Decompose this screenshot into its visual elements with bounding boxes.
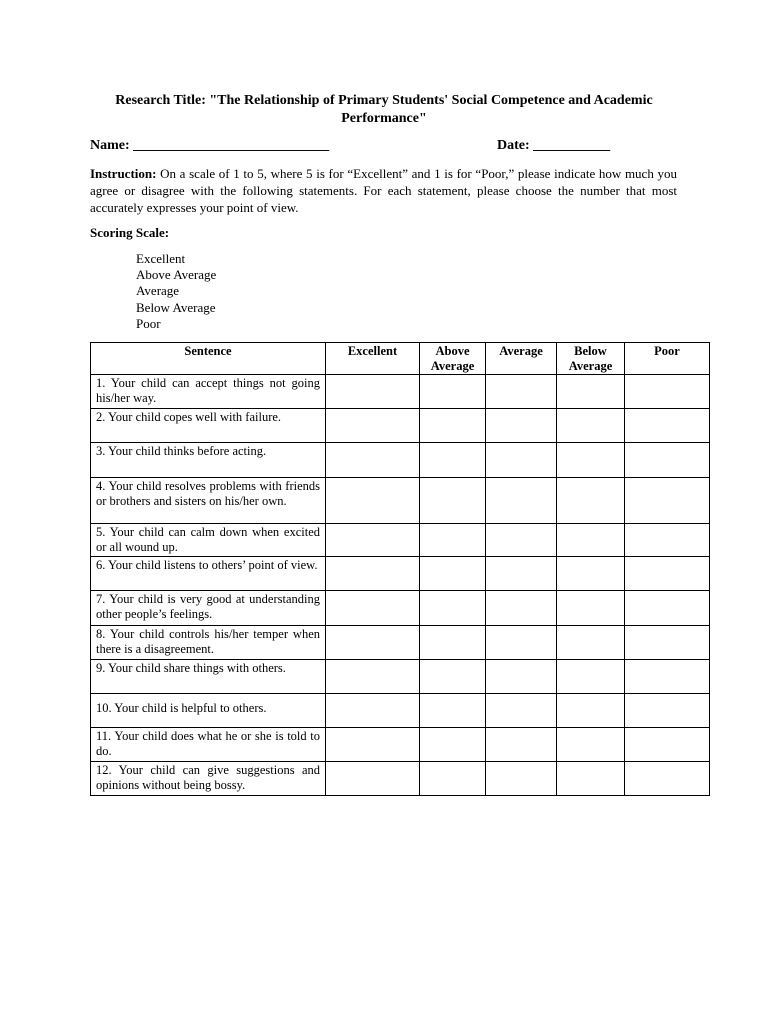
rating-cell-poor[interactable]	[625, 375, 710, 409]
rating-cell-below-average[interactable]	[557, 557, 625, 591]
rating-cell-average[interactable]	[486, 409, 557, 443]
instruction-paragraph	[90, 165, 677, 216]
name-label: Name:	[90, 138, 130, 153]
rating-cell-excellent[interactable]	[326, 762, 420, 796]
table-row	[91, 443, 710, 478]
rating-cell-average[interactable]	[486, 591, 557, 626]
rating-cell-above-average[interactable]	[420, 660, 486, 694]
rating-cell-excellent[interactable]	[326, 409, 420, 443]
rating-cell-poor[interactable]	[625, 557, 710, 591]
table-row	[91, 762, 710, 796]
rating-cell-below-average[interactable]	[557, 375, 625, 409]
rating-cell-above-average[interactable]	[420, 478, 486, 524]
table-row	[91, 478, 710, 524]
table-header-row	[91, 343, 710, 375]
rating-cell-above-average[interactable]	[420, 557, 486, 591]
rating-cell-poor[interactable]	[625, 524, 710, 557]
header-above-average: Above Average	[420, 343, 486, 375]
statement-cell: 1. Your child can accept things not going his/her way.	[91, 375, 326, 409]
rating-table	[90, 342, 710, 796]
rating-cell-average[interactable]	[486, 660, 557, 694]
rating-cell-average[interactable]	[486, 626, 557, 660]
rating-cell-average[interactable]	[486, 557, 557, 591]
rating-cell-below-average[interactable]	[557, 728, 625, 762]
scoring-scale-heading: Scoring Scale:	[90, 225, 170, 240]
table-row	[91, 557, 710, 591]
rating-cell-above-average[interactable]	[420, 626, 486, 660]
scale-item-below-average: Below Average	[136, 299, 216, 315]
rating-cell-poor[interactable]	[625, 591, 710, 626]
rating-cell-average[interactable]	[486, 443, 557, 478]
statement-cell: 11. Your child does what he or she is told to do.	[91, 728, 326, 762]
rating-cell-average[interactable]	[486, 478, 557, 524]
rating-cell-poor[interactable]	[625, 694, 710, 728]
rating-cell-excellent[interactable]	[326, 375, 420, 409]
rating-cell-average[interactable]	[486, 375, 557, 409]
statement-cell: 2. Your child copes well with failure.	[91, 409, 326, 443]
rating-cell-excellent[interactable]	[326, 694, 420, 728]
rating-cell-excellent[interactable]	[326, 626, 420, 660]
rating-cell-excellent[interactable]	[326, 557, 420, 591]
header-excellent: Excellent	[326, 343, 420, 375]
rating-cell-below-average[interactable]	[557, 478, 625, 524]
scoring-scale-list	[136, 251, 216, 332]
instruction-label: Instruction:	[90, 166, 157, 181]
table-row	[91, 409, 710, 443]
scale-item-average: Average	[136, 283, 180, 299]
header-poor: Poor	[625, 343, 710, 375]
rating-cell-average[interactable]	[486, 524, 557, 557]
rating-cell-below-average[interactable]	[557, 660, 625, 694]
rating-cell-above-average[interactable]	[420, 728, 486, 762]
rating-cell-poor[interactable]	[625, 660, 710, 694]
rating-cell-poor[interactable]	[625, 443, 710, 478]
rating-cell-poor[interactable]	[625, 409, 710, 443]
rating-cell-below-average[interactable]	[557, 443, 625, 478]
header-sentence: Sentence	[91, 343, 326, 375]
rating-cell-excellent[interactable]	[326, 660, 420, 694]
statement-cell: 3. Your child thinks before acting.	[91, 443, 326, 478]
rating-cell-average[interactable]	[486, 694, 557, 728]
table-row	[91, 591, 710, 626]
date-label: Date:	[497, 138, 530, 153]
rating-cell-average[interactable]	[486, 728, 557, 762]
scale-item-excellent: Excellent	[136, 251, 186, 266]
instruction-text: On a scale of 1 to 5, where 5 is for “Excellent” and 1 is for “Poor,” please indicate how much you agree or disagree with the following statements. For each statement, please choose the number that most accurately expresses your point of view.	[90, 166, 677, 215]
rating-cell-poor[interactable]	[625, 478, 710, 524]
name-blank: ____________________________	[133, 138, 330, 153]
name-field[interactable]	[90, 138, 329, 154]
rating-cell-below-average[interactable]	[557, 694, 625, 728]
statement-cell: 5. Your child can calm down when excited or all wound up.	[91, 524, 326, 557]
statement-cell: 8. Your child controls his/her temper when there is a disagreement.	[91, 626, 326, 660]
scale-item-poor: Poor	[136, 315, 161, 331]
table-row	[91, 375, 710, 409]
header-average: Average	[486, 343, 557, 375]
rating-cell-below-average[interactable]	[557, 409, 625, 443]
rating-cell-below-average[interactable]	[557, 626, 625, 660]
statement-cell: 9. Your child share things with others.	[91, 660, 326, 694]
statement-cell: 7. Your child is very good at understanding other people’s feelings.	[91, 591, 326, 626]
rating-cell-excellent[interactable]	[326, 591, 420, 626]
rating-cell-poor[interactable]	[625, 762, 710, 796]
rating-cell-below-average[interactable]	[557, 591, 625, 626]
statement-cell: 6. Your child listens to others’ point of view.	[91, 557, 326, 591]
rating-cell-excellent[interactable]	[326, 728, 420, 762]
rating-cell-excellent[interactable]	[326, 443, 420, 478]
rating-cell-above-average[interactable]	[420, 694, 486, 728]
rating-cell-above-average[interactable]	[420, 591, 486, 626]
table-row	[91, 728, 710, 762]
rating-cell-above-average[interactable]	[420, 375, 486, 409]
rating-cell-above-average[interactable]	[420, 443, 486, 478]
table-row	[91, 660, 710, 694]
research-title: Research Title: "The Relationship of Primary Students' Social Competence and Academic Performance"	[115, 93, 653, 126]
scale-item-above-average: Above Average	[136, 267, 217, 283]
statement-cell: 12. Your child can give suggestions and opinions without being bossy.	[91, 762, 326, 796]
table-row	[91, 694, 710, 728]
statement-cell: 4. Your child resolves problems with friends or brothers and sisters on his/her own.	[91, 478, 326, 524]
table-row	[91, 626, 710, 660]
date-blank: ___________	[533, 138, 611, 153]
date-field[interactable]	[497, 138, 610, 154]
rating-cell-excellent[interactable]	[326, 524, 420, 557]
statement-cell: 10. Your child is helpful to others.	[91, 694, 326, 728]
rating-cell-above-average[interactable]	[420, 762, 486, 796]
rating-cell-poor[interactable]	[625, 728, 710, 762]
rating-cell-above-average[interactable]	[420, 409, 486, 443]
rating-cell-above-average[interactable]	[420, 524, 486, 557]
rating-cell-excellent[interactable]	[326, 478, 420, 524]
rating-cell-average[interactable]	[486, 762, 557, 796]
rating-cell-below-average[interactable]	[557, 524, 625, 557]
header-below-average: Below Average	[557, 343, 625, 375]
rating-cell-poor[interactable]	[625, 626, 710, 660]
rating-cell-below-average[interactable]	[557, 762, 625, 796]
table-row	[91, 524, 710, 557]
